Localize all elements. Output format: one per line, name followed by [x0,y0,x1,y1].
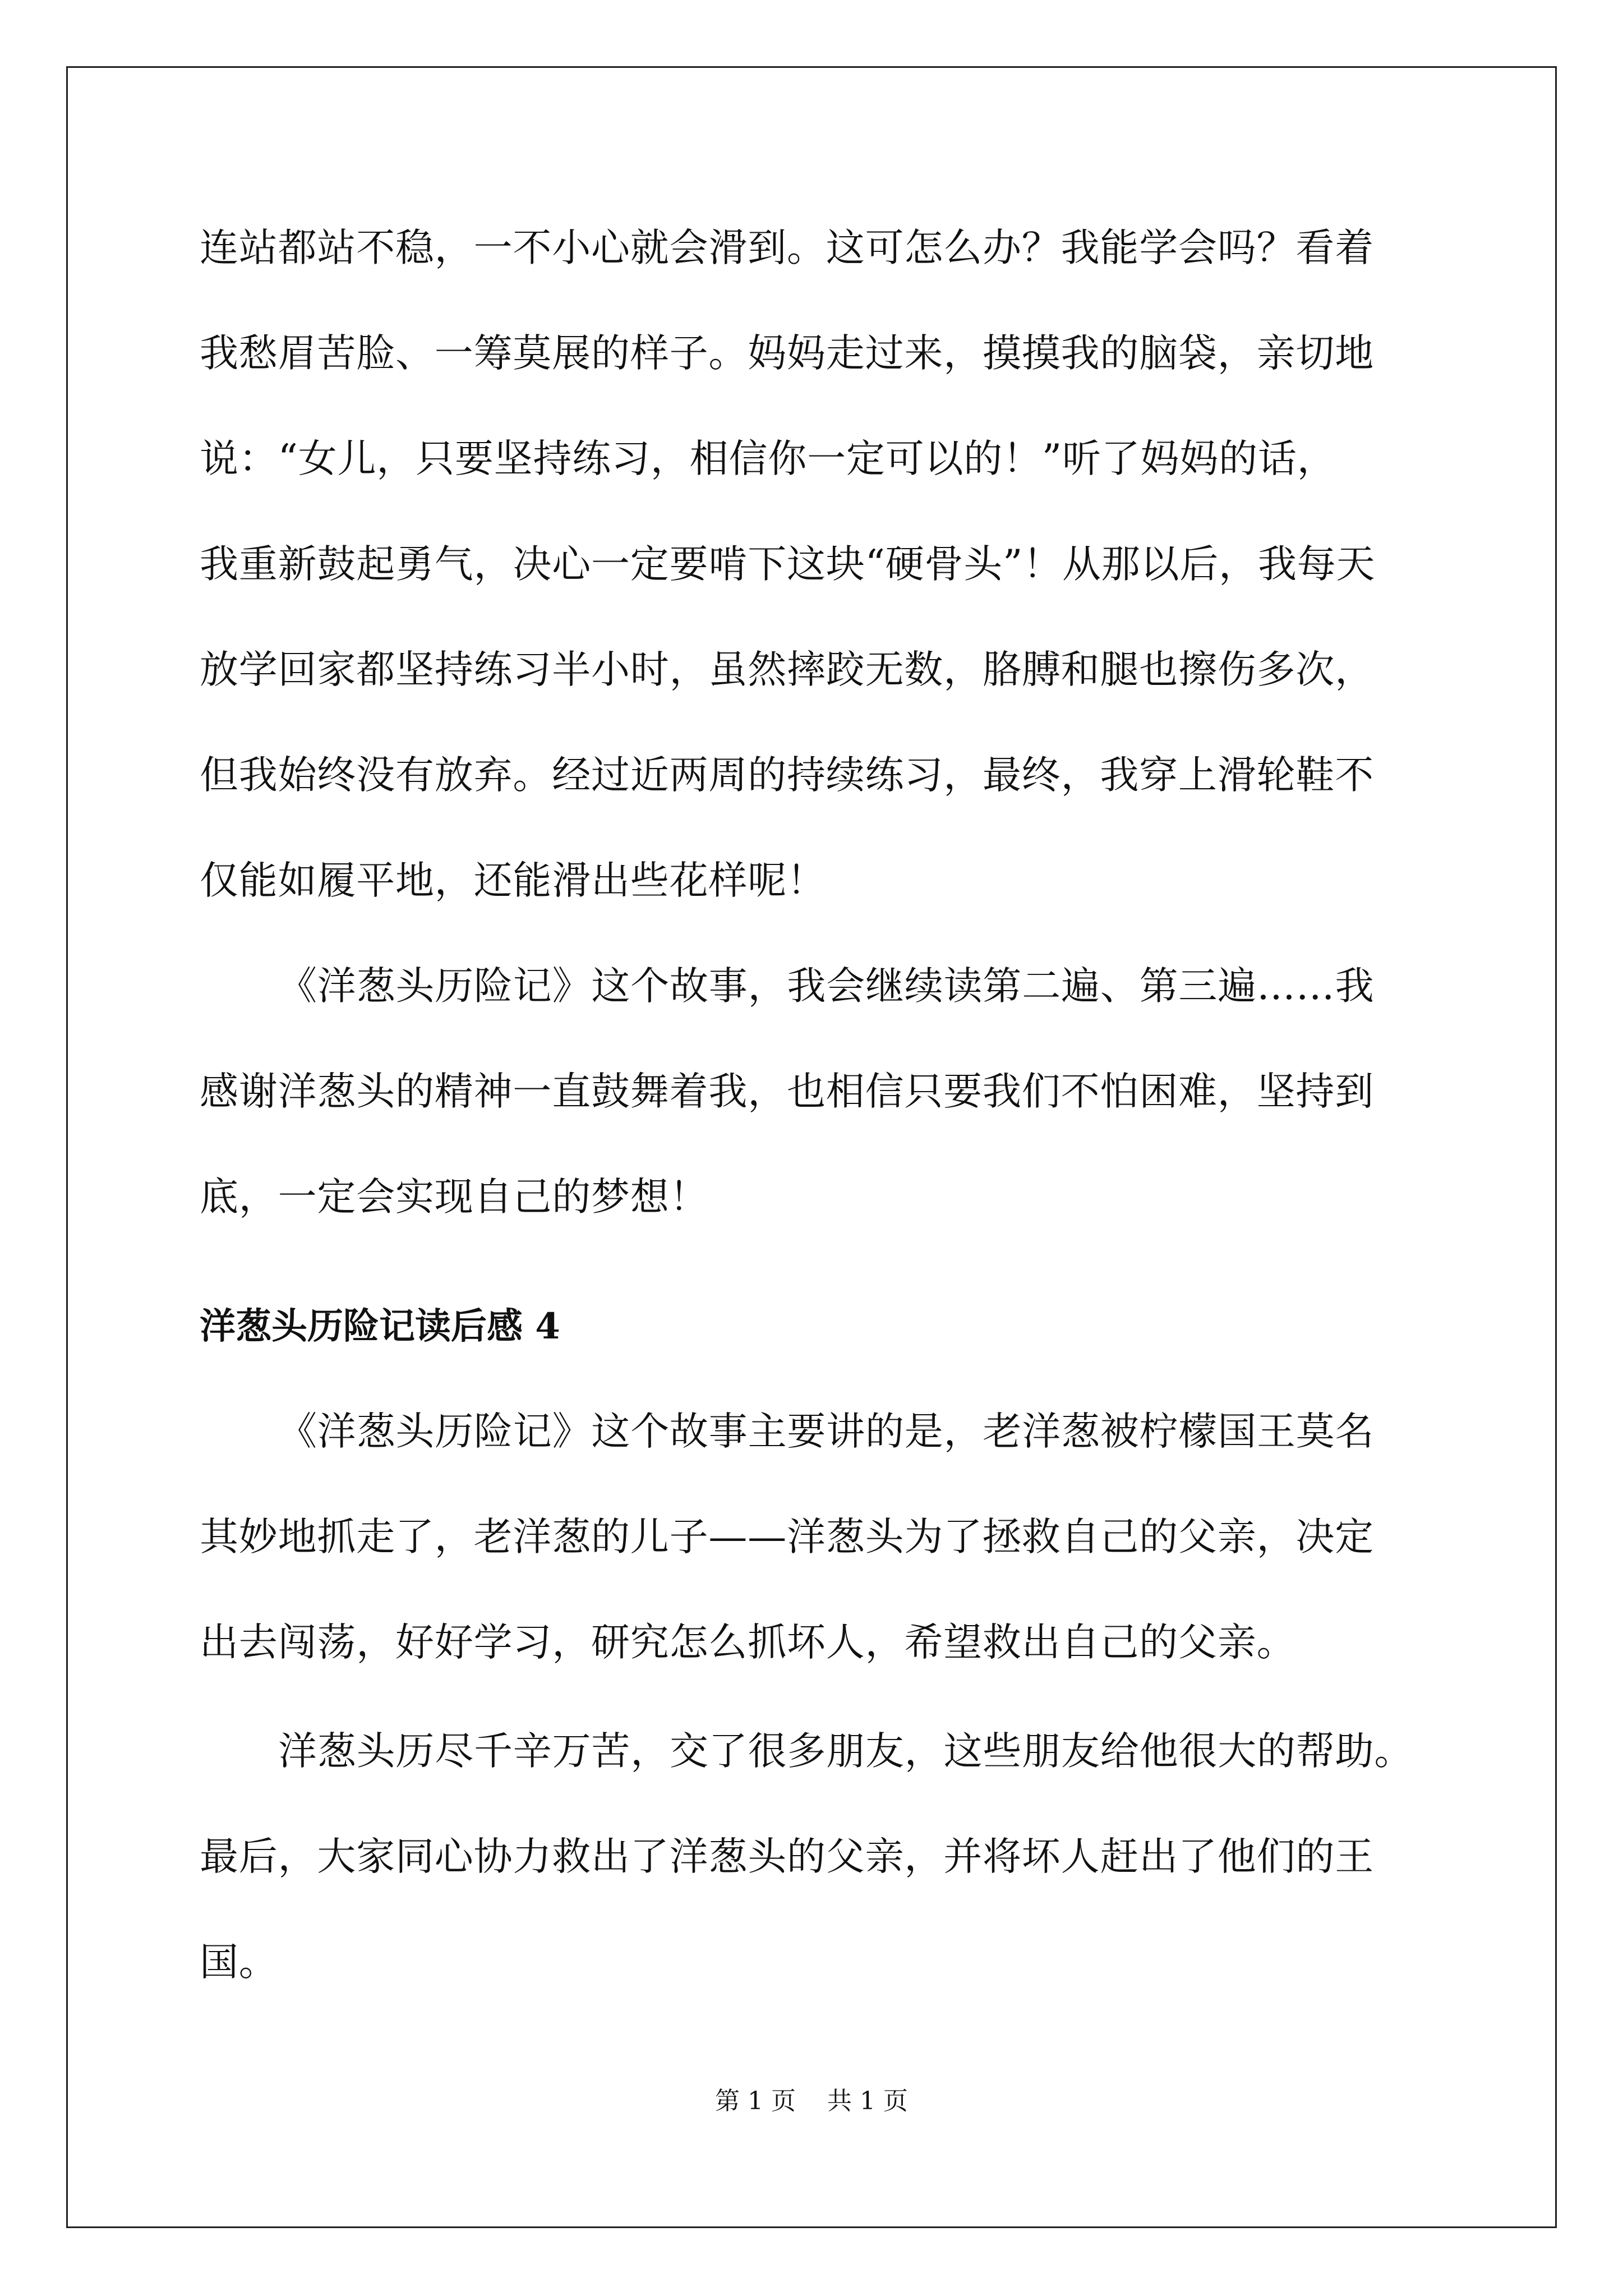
text-line: 最后，大家同心协力救出了洋葱头的父亲，并将坏人赶出了他们的王 [200,1834,1374,1879]
text-line: 出去闯荡，好好学习，研究怎么抓坏人，希望救出自己的父亲。 [200,1620,1296,1665]
text-line: 仅能如履平地，还能滑出些花样呢！ [200,858,826,903]
document-body [200,222,1456,1223]
text-line: 国。 [200,1940,278,1985]
text-line: 我愁眉苦脸、一筹莫展的样子。妈妈走过来，摸摸我的脑袋，亲切地 [200,331,1374,376]
text-line: 感谢洋葱头的精神一直鼓舞着我，也相信只要我们不怕困难，坚持到 [200,1069,1374,1114]
text-line: 洋葱头历尽千辛万苦，交了很多朋友，这些朋友给他很大的帮助。 [278,1729,1414,1774]
section-heading: 洋葱头历险记读后感 4 [200,1305,560,1347]
text-line: 《洋葱头历险记》这个故事，我会继续读第二遍、第三遍……我 [278,964,1375,1009]
page-footer: 第 1 页 共 1 页 [715,2087,908,2115]
paragraph-conclusion [200,960,1456,1223]
paragraph-summary [200,1405,1456,1722]
text-line: 说：“女儿，只要坚持练习，相信你一定可以的！”听了妈妈的话， [200,436,1336,481]
text-line: 放学回家都坚持练习半小时，虽然摔跤无数，胳膊和腿也擦伤多次， [200,647,1374,692]
text-line: 《洋葱头历险记》这个故事主要讲的是，老洋葱被柠檬国王莫名 [278,1409,1375,1454]
text-line: 我重新鼓起勇气，决心一定要啃下这块“硬骨头”！从那以后，我每天 [200,542,1376,587]
text-line: 但我始终没有放弃。经过近两周的持续练习，最终，我穿上滑轮鞋不 [200,753,1374,798]
text-line: 其妙地抓走了，老洋葱的儿子——洋葱头为了拯救自己的父亲，决定 [200,1515,1374,1559]
paragraph-ending [200,1725,1456,2041]
text-line: 底，一定会实现自己的梦想！ [200,1175,709,1220]
text-line: 连站都站不稳，一不小心就会滑到。这可怎么办？我能学会吗？看着 [200,226,1374,270]
paragraph-continued [200,222,1456,907]
